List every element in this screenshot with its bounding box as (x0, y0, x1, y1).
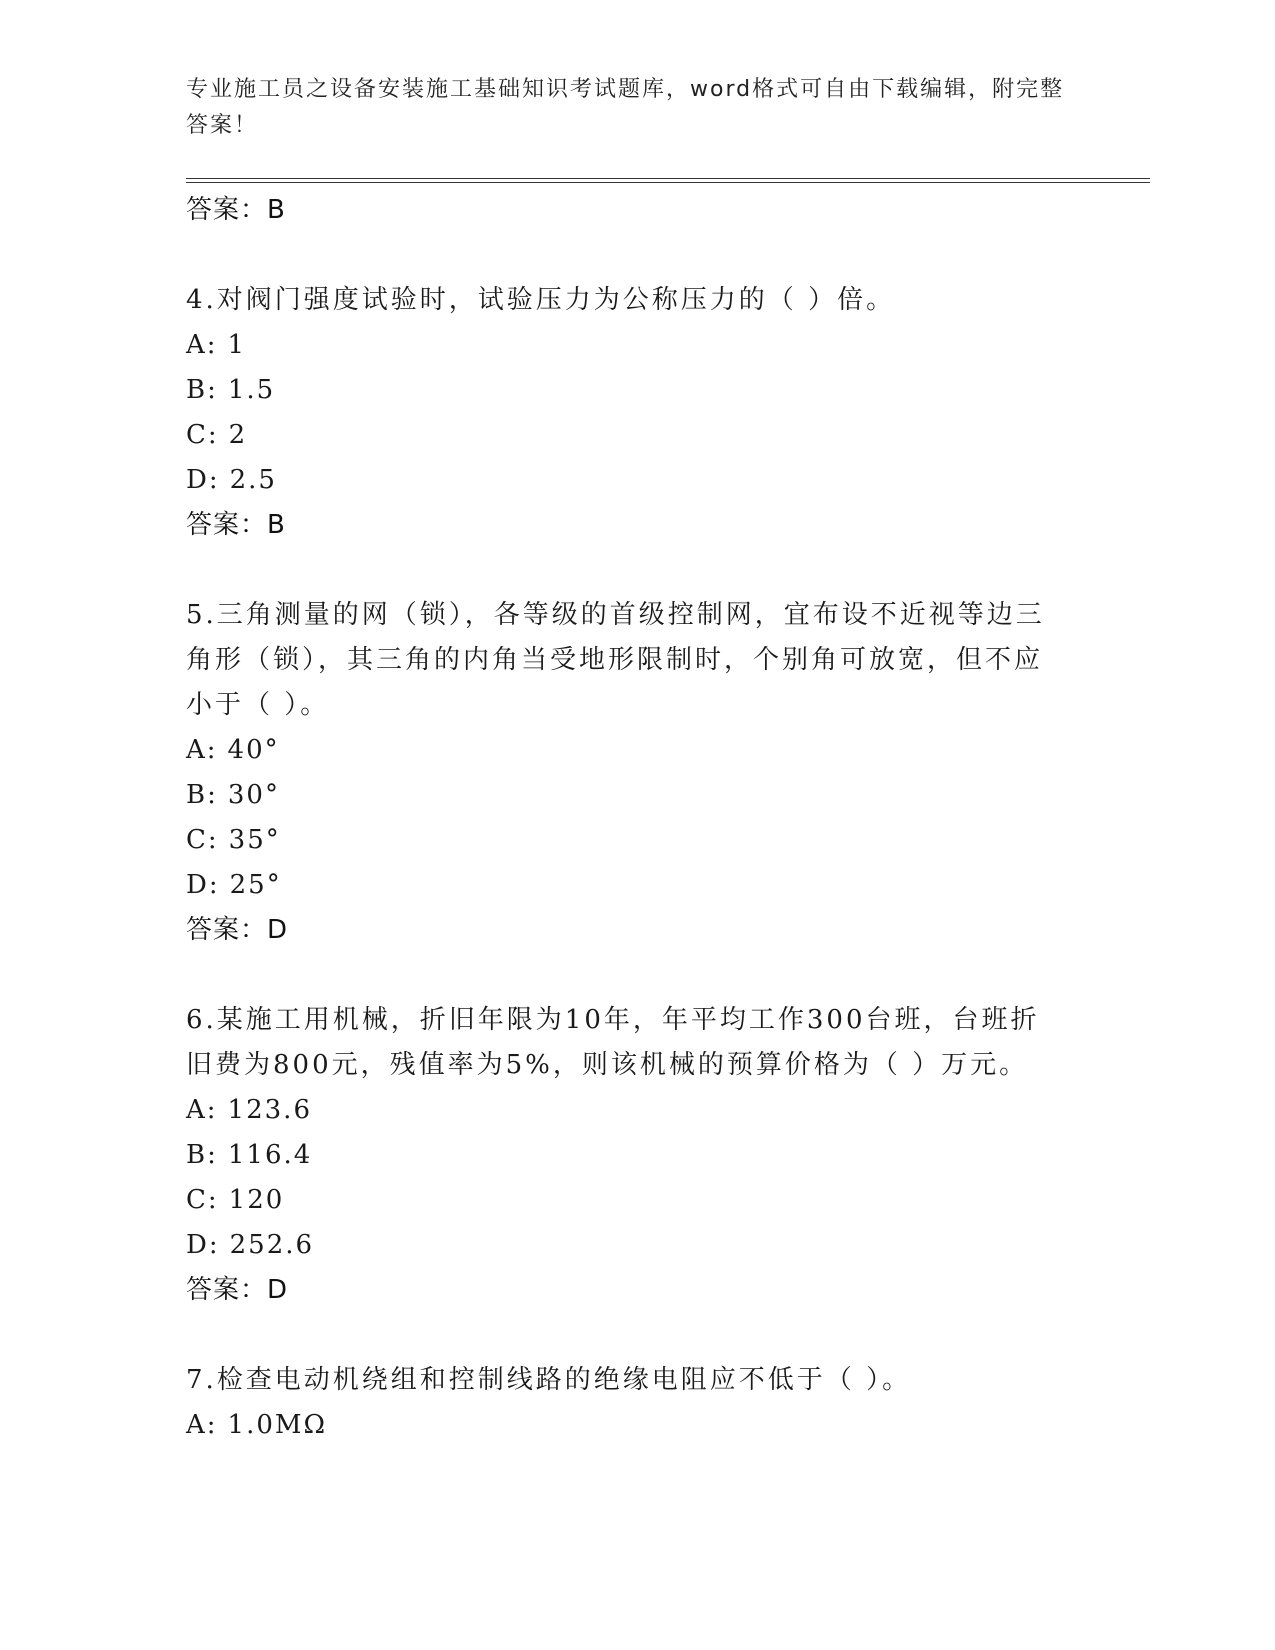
option-key: A: (186, 330, 218, 360)
option-key: C: (186, 420, 219, 450)
option-value: 2.5 (229, 465, 277, 495)
option-key: A: (186, 1410, 218, 1440)
question-text: 5.三角测量的网（锁），各等级的首级控制网，宜布设不近视等边三角形（锁），其三角的内角当受地形限制时，个别角可放宽，但不应小于（ ）。 (186, 600, 1045, 720)
header-rule-bottom (186, 182, 1150, 183)
answer-line: 答案：D (186, 1275, 289, 1305)
option-key: B: (186, 1140, 218, 1170)
answer-line: 答案：B (186, 195, 286, 225)
option-value: 1 (227, 330, 247, 360)
option-key: A: (186, 735, 218, 765)
option-key: D: (186, 465, 220, 495)
option-key: C: (186, 825, 219, 855)
question-text: 7.检查电动机绕组和控制线路的绝缘电阻应不低于（ ）。 (186, 1365, 912, 1395)
option-d (186, 863, 1086, 908)
question-list (186, 188, 1086, 1448)
option-b (186, 773, 1086, 818)
answer-line: 答案：D (186, 915, 289, 945)
option-key: B: (186, 375, 218, 405)
option-key: C: (186, 1185, 219, 1215)
option-value: 2 (228, 420, 248, 450)
option-c (186, 413, 1086, 458)
option-b (186, 1133, 1086, 1178)
option-value: 116.4 (227, 1140, 313, 1170)
option-key: D: (186, 1230, 220, 1260)
question-text: 4.对阀门强度试验时，试验压力为公称压力的（ ）倍。 (186, 285, 896, 315)
option-value: 120 (228, 1185, 285, 1215)
option-value: 40° (227, 735, 280, 765)
page-header: 专业施工员之设备安装施工基础知识考试题库，word格式可自由下载编辑，附完整答案！ (186, 77, 1065, 138)
question-4 (186, 278, 1086, 548)
option-value: 35° (228, 825, 281, 855)
option-c (186, 1178, 1086, 1223)
question-5 (186, 593, 1086, 953)
option-value: 1.0MΩ (227, 1410, 328, 1440)
option-value: 25° (229, 870, 282, 900)
option-key: B: (186, 780, 218, 810)
option-d (186, 1223, 1086, 1268)
option-value: 1.5 (227, 375, 276, 405)
question-text: 6.某施工用机械，折旧年限为10年，年平均工作300台班，台班折旧费为800元，残值率为5%，则该机械的预算价格为（ ）万元。 (186, 1005, 1040, 1080)
answer-line: 答案：B (186, 510, 286, 540)
question-6 (186, 998, 1086, 1313)
question-7 (186, 1358, 1086, 1448)
option-value: 252.6 (229, 1230, 315, 1260)
option-c (186, 818, 1086, 863)
option-a (186, 323, 1086, 368)
option-key: D: (186, 870, 220, 900)
option-a (186, 1088, 1086, 1133)
header-rule-top (186, 178, 1150, 179)
option-value: 30° (227, 780, 280, 810)
option-b (186, 368, 1086, 413)
option-d (186, 458, 1086, 503)
option-a (186, 728, 1086, 773)
option-key: A: (186, 1095, 218, 1125)
option-a (186, 1403, 1086, 1448)
option-value: 123.6 (227, 1095, 312, 1125)
